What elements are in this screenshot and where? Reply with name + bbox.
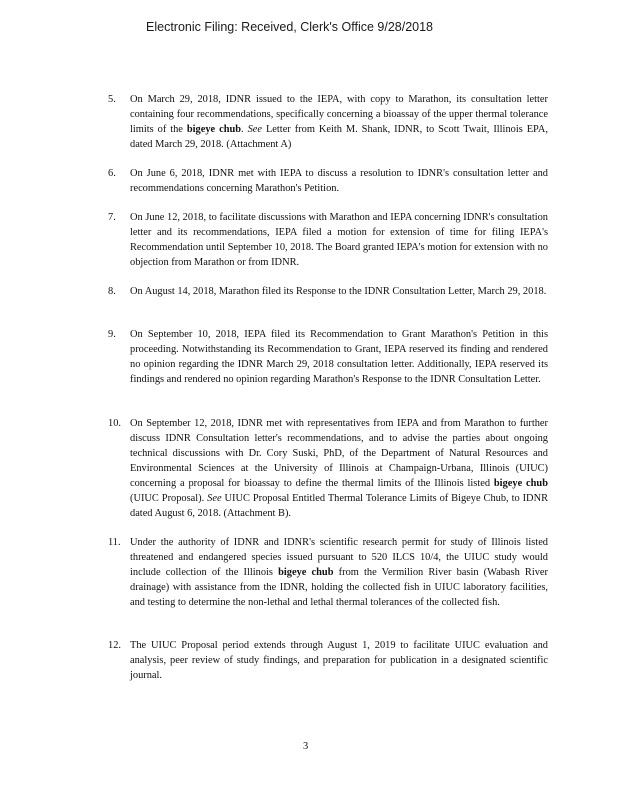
paragraph-5 (108, 92, 548, 152)
paragraph-number: 7. (108, 212, 116, 223)
paragraph-9 (108, 327, 548, 387)
paragraph-text: On August 14, 2018, Marathon filed its Response to the IDNR Consultation Letter, March 29, 2018. (130, 286, 547, 297)
paragraph-number: 10. (108, 418, 121, 429)
paragraph-text: On March 29, 2018, IDNR issued to the IEPA, with copy to Marathon, its consultation letter containing four recommendations, specifically concerning a bioassay of the upper thermal tolerance limits of the bigeye chub. See Letter from Keith M. Shank, IDNR, to Scott Twait, Illinois EPA, dated March 29, 2018. (Attachment A) (130, 94, 548, 150)
species-name: bigeye chub (186, 124, 242, 135)
species-name: bigeye chub (278, 567, 334, 578)
paragraph-12 (108, 638, 548, 683)
species-name: bigeye chub (493, 478, 548, 489)
paragraph-6 (108, 166, 548, 196)
paragraph-7 (108, 210, 548, 270)
paragraph-text: The UIUC Proposal period extends through August 1, 2019 to facilitate UIUC evaluation and analysis, peer review of study findings, and preparation for publication in a designated scientific journal. (130, 640, 548, 681)
paragraph-number: 9. (108, 329, 116, 340)
paragraph-text: On June 6, 2018, IDNR met with IEPA to discuss a resolution to IDNR's consultation letter and recommendations concerning Marathon's Petition. (130, 168, 548, 194)
paragraph-text: On September 10, 2018, IEPA filed its Recommendation to Grant Marathon's Petition in this proceeding. Notwithstanding its Recommendation to Grant, IEPA reserved its finding and rendered no opinion regarding the IDNR March 29, 2018 consultation letter. Additionally, IEPA reserved its findings and rendered no opinion regarding Marathon's Response to the IDNR Consultation Letter. (130, 329, 548, 385)
paragraph-number: 8. (108, 286, 116, 297)
see-signal: See (247, 124, 263, 135)
paragraph-11 (108, 535, 548, 610)
paragraph-number: 6. (108, 168, 116, 179)
paragraph-text: Under the authority of IDNR and IDNR's scientific research permit for study of Illinois listed threatened and endangered species issued pursuant to 520 ILCS 10/4, the UIUC study would include collection of the Illinois bigeye chub from the Vermilion River basin (Wabash River drainage) with assistance from the IDNR, holding the collected fish in UIUC laboratory facilities, and testing to determine the non-lethal and lethal thermal tolerances of the collected fish. (130, 537, 549, 608)
page-number: 3 (303, 741, 309, 752)
paragraph-8 (108, 284, 548, 299)
paragraph-number: 5. (108, 94, 116, 105)
see-signal: See (207, 493, 222, 504)
filing-stamp-header: Electronic Filing: Received, Clerk's Office 9/28/2018 (146, 20, 434, 34)
paragraph-number: 11. (108, 537, 121, 548)
paragraph-text: On September 12, 2018, IDNR met with representatives from IEPA and from Marathon to further discuss IDNR Consultation letter's recommendations, and to advise the parties about ongoing technical discussions with Dr. Cory Suski, PhD, of the Department of Natural Resources and Environmental Sciences at the University of Illinois at Champaign-Urbana, Illinois (UIUC) concerning a proposal for bioassay to define the thermal limits of the Illinois listed bigeye chub (UIUC Proposal). See UIUC Proposal Entitled Thermal Tolerance Limits of Bigeye Chub, to IDNR dated August 6, 2018. (Attachment B). (130, 418, 548, 519)
paragraph-text: On June 12, 2018, to facilitate discussions with Marathon and IEPA concerning IDNR's consultation letter and its recommendations, IEPA filed a motion for extension of time for filing IEPA's Recommendation until September 10, 2018. The Board granted IEPA's motion for extension with no objection from Marathon or from IDNR. (130, 212, 548, 268)
paragraph-number: 12. (108, 640, 121, 651)
paragraph-10 (108, 416, 548, 521)
